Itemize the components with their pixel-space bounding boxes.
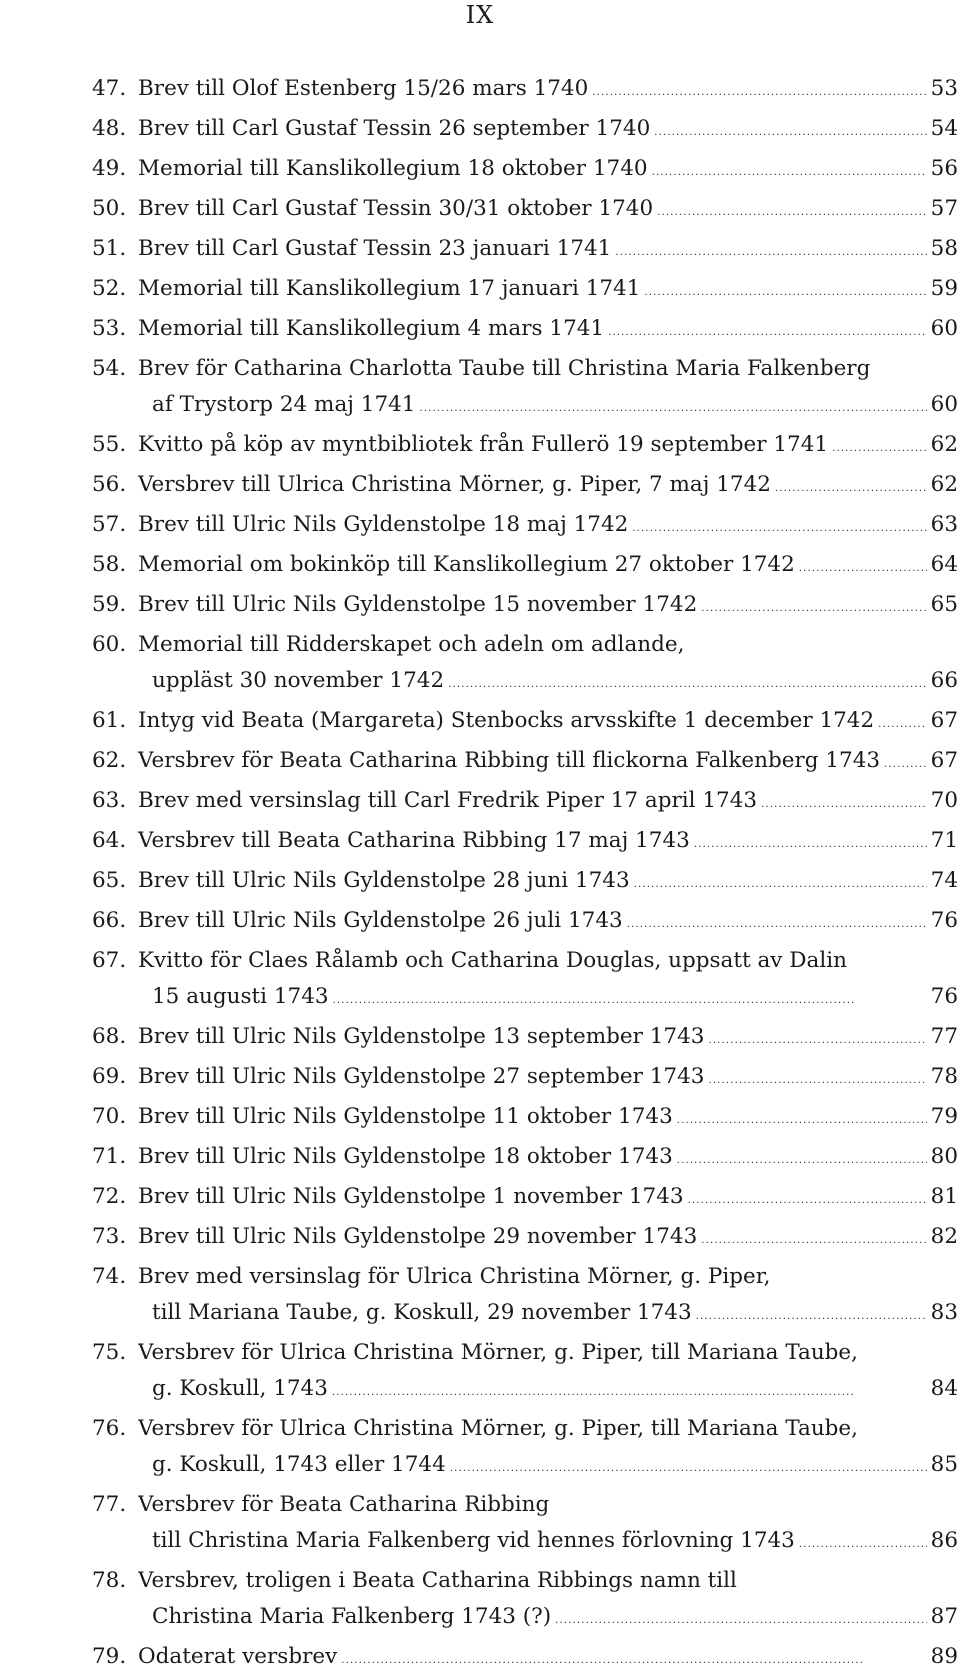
dot-leader: [608, 311, 927, 351]
entry-title-line: Kvitto för Claes Rålamb och Catharina Douglas, uppsatt av Dalin: [138, 948, 847, 973]
entry-page-number: 83: [930, 1300, 958, 1325]
dot-leader: [799, 1523, 927, 1563]
entry-title-line: Brev till Ulric Nils Gyldenstolpe 15 november 1742: [138, 592, 698, 617]
toc-entry: [92, 1019, 958, 1059]
entry-number: 50.: [92, 196, 127, 221]
entry-page-number: 63: [930, 512, 958, 537]
entry-title-line: till Mariana Taube, g. Koskull, 29 november 1743: [152, 1300, 692, 1325]
dot-leader: [419, 387, 926, 427]
dot-leader: [644, 271, 926, 311]
entry-title-line: Brev med versinslag för Ulrica Christina Mörner, g. Piper,: [138, 1264, 771, 1289]
toc-entry: [92, 863, 958, 903]
toc-entry: [92, 1179, 958, 1219]
dot-leader: [884, 743, 927, 783]
toc-entry: [92, 823, 958, 863]
entry-number: 63.: [92, 788, 127, 813]
entry-title-line: till Christina Maria Falkenberg vid hennes förlovning 1743: [152, 1528, 795, 1553]
dot-leader: [832, 427, 927, 467]
entry-number: 53.: [92, 316, 127, 341]
toc-entry: [92, 1411, 958, 1487]
entry-page-number: 85: [930, 1452, 958, 1477]
entry-number: 55.: [92, 432, 127, 457]
dot-leader: [677, 1139, 927, 1179]
entry-page-number: 76: [930, 984, 958, 1009]
toc-entry: [92, 627, 958, 703]
entry-title-line: Brev till Ulric Nils Gyldenstolpe 26 juli 1743: [138, 908, 623, 933]
dot-leader: [448, 663, 927, 703]
toc-entry: [92, 271, 958, 311]
entry-page-number: 87: [930, 1604, 958, 1629]
entry-title-line: Brev till Ulric Nils Gyldenstolpe 1 november 1743: [138, 1184, 684, 1209]
entry-title-line: Versbrev, troligen i Beata Catharina Ribbings namn till: [138, 1568, 737, 1593]
entry-number: 60.: [92, 632, 127, 657]
entry-title-line: Memorial om bokinköp till Kanslikollegium 27 oktober 1742: [138, 552, 795, 577]
entry-title-line: Brev till Ulric Nils Gyldenstolpe 28 juni 1743: [138, 868, 630, 893]
toc-entry: [92, 1487, 958, 1563]
toc-entry: [92, 467, 958, 507]
entry-number: 79.: [92, 1644, 127, 1669]
entry-title-line: Versbrev för Ulrica Christina Mörner, g. Piper, till Mariana Taube,: [138, 1416, 858, 1441]
entry-title-line: Versbrev för Beata Catharina Ribbing: [138, 1492, 550, 1517]
entry-page-number: 62: [930, 472, 958, 497]
dot-leader: [677, 1099, 927, 1139]
entry-title-line: Brev till Carl Gustaf Tessin 30/31 oktober 1740: [138, 196, 654, 221]
entry-title-line: uppläst 30 november 1742: [152, 668, 445, 693]
toc-entry: [92, 191, 958, 231]
toc-entry: [92, 507, 958, 547]
dot-leader: [332, 1371, 927, 1411]
dot-leader: [694, 823, 927, 863]
entry-page-number: 53: [930, 76, 958, 101]
toc-entry: [92, 1563, 958, 1639]
dot-leader: [627, 903, 927, 943]
entry-title-line: Brev till Ulric Nils Gyldenstolpe 11 oktober 1743: [138, 1104, 673, 1129]
toc-entry: [92, 703, 958, 743]
dot-leader: [701, 1219, 926, 1259]
toc-entry: [92, 743, 958, 783]
entry-title-line: Brev till Ulric Nils Gyldenstolpe 18 maj 1742: [138, 512, 629, 537]
entry-title-line: Kvitto på köp av myntbibliotek från Fullerö 19 september 1741: [138, 432, 829, 457]
entry-title-line: Brev till Ulric Nils Gyldenstolpe 18 oktober 1743: [138, 1144, 673, 1169]
entry-title-line: Brev till Olof Estenberg 15/26 mars 1740: [138, 76, 589, 101]
entry-number: 72.: [92, 1184, 127, 1209]
entry-page-number: 59: [930, 276, 958, 301]
entry-page-number: 66: [930, 668, 958, 693]
dot-leader: [632, 507, 926, 547]
entry-title-line: Intyg vid Beata (Margareta) Stenbocks arvsskifte 1 december 1742: [138, 708, 875, 733]
dot-leader: [696, 1295, 927, 1335]
entry-number: 51.: [92, 236, 127, 261]
dot-leader: [701, 587, 926, 627]
dot-leader: [555, 1599, 927, 1639]
entry-page-number: 67: [930, 708, 958, 733]
entry-number: 57.: [92, 512, 127, 537]
entry-page-number: 82: [930, 1224, 958, 1249]
dot-leader: [341, 1639, 926, 1679]
entry-page-number: 84: [930, 1376, 958, 1401]
dot-leader: [450, 1447, 927, 1487]
entry-title-line: Memorial till Kanslikollegium 4 mars 1741: [138, 316, 605, 341]
entry-title-line: Memorial till Kanslikollegium 17 januari 1741: [138, 276, 641, 301]
entry-title-line: Memorial till Kanslikollegium 18 oktober 1740: [138, 156, 648, 181]
table-of-contents: [92, 71, 958, 1679]
entry-title-line: Versbrev till Ulrica Christina Mörner, g. Piper, 7 maj 1742: [138, 472, 771, 497]
entry-title-line: Versbrev för Beata Catharina Ribbing till flickorna Falkenberg 1743: [138, 748, 881, 773]
entry-title-line: Memorial till Ridderskapet och adeln om adlande,: [138, 632, 685, 657]
dot-leader: [878, 703, 926, 743]
entry-number: 59.: [92, 592, 127, 617]
entry-number: 75.: [92, 1340, 127, 1365]
entry-page-number: 70: [930, 788, 958, 813]
entry-title-line: Brev till Ulric Nils Gyldenstolpe 29 november 1743: [138, 1224, 698, 1249]
entry-number: 65.: [92, 868, 127, 893]
toc-entry: [92, 547, 958, 587]
dot-leader: [615, 231, 926, 271]
toc-entry: [92, 71, 958, 111]
entry-title-line: g. Koskull, 1743 eller 1744: [152, 1452, 446, 1477]
entry-number: 52.: [92, 276, 127, 301]
toc-entry: [92, 903, 958, 943]
entry-title-line: Brev med versinslag till Carl Fredrik Piper 17 april 1743: [138, 788, 758, 813]
dot-leader: [799, 547, 927, 587]
entry-title-line: 15 augusti 1743: [152, 984, 329, 1009]
dot-leader: [652, 151, 927, 191]
entry-page-number: 60: [930, 316, 958, 341]
entry-page-number: 60: [930, 392, 958, 417]
entry-page-number: 86: [930, 1528, 958, 1553]
dot-leader: [657, 191, 927, 231]
entry-title-line: Brev till Carl Gustaf Tessin 26 september 1740: [138, 116, 651, 141]
entry-number: 70.: [92, 1104, 127, 1129]
entry-number: 48.: [92, 116, 127, 141]
dot-leader: [708, 1059, 926, 1099]
entry-page-number: 57: [930, 196, 958, 221]
entry-number: 66.: [92, 908, 127, 933]
entry-number: 68.: [92, 1024, 127, 1049]
entry-page-number: 79: [930, 1104, 958, 1129]
entry-title-line: Brev till Ulric Nils Gyldenstolpe 13 september 1743: [138, 1024, 705, 1049]
toc-entry: [92, 351, 958, 427]
entry-page-number: 78: [930, 1064, 958, 1089]
toc-entry: [92, 1639, 958, 1679]
entry-number: 74.: [92, 1264, 127, 1289]
toc-entry: [92, 1099, 958, 1139]
entry-title-line: g. Koskull, 1743: [152, 1376, 328, 1401]
toc-entry: [92, 783, 958, 823]
toc-entry: [92, 943, 958, 1019]
entry-number: 69.: [92, 1064, 127, 1089]
entry-number: 73.: [92, 1224, 127, 1249]
entry-title-line: Brev till Ulric Nils Gyldenstolpe 27 september 1743: [138, 1064, 705, 1089]
entry-title-line: Versbrev till Beata Catharina Ribbing 17 maj 1743: [138, 828, 690, 853]
dot-leader: [775, 467, 927, 507]
toc-entry: [92, 1139, 958, 1179]
entry-page-number: 77: [930, 1024, 958, 1049]
entry-number: 49.: [92, 156, 127, 181]
toc-entry: [92, 587, 958, 627]
dot-leader: [688, 1179, 927, 1219]
dot-leader: [592, 71, 926, 111]
entry-page-number: 54: [930, 116, 958, 141]
entry-page-number: 62: [930, 432, 958, 457]
entry-title-line: Christina Maria Falkenberg 1743 (?): [152, 1604, 552, 1629]
entry-page-number: 65: [930, 592, 958, 617]
entry-number: 56.: [92, 472, 127, 497]
dot-leader: [761, 783, 927, 823]
entry-number: 64.: [92, 828, 127, 853]
entry-page-number: 76: [930, 908, 958, 933]
entry-number: 58.: [92, 552, 127, 577]
toc-entry: [92, 311, 958, 351]
dot-leader: [708, 1019, 926, 1059]
entry-number: 76.: [92, 1416, 127, 1441]
page-number: IX: [465, 1, 495, 29]
dot-leader: [634, 863, 927, 903]
entry-title-line: Versbrev för Ulrica Christina Mörner, g. Piper, till Mariana Taube,: [138, 1340, 858, 1365]
entry-page-number: 80: [930, 1144, 958, 1169]
entry-page-number: 81: [930, 1184, 958, 1209]
entry-number: 67.: [92, 948, 127, 973]
entry-number: 78.: [92, 1568, 127, 1593]
entry-number: 71.: [92, 1144, 127, 1169]
toc-entry: [92, 1059, 958, 1099]
entry-title-line: Brev till Carl Gustaf Tessin 23 januari 1741: [138, 236, 612, 261]
entry-title-line: Brev för Catharina Charlotta Taube till Christina Maria Falkenberg: [138, 356, 871, 381]
entry-number: 54.: [92, 356, 127, 381]
entry-number: 61.: [92, 708, 127, 733]
entry-page-number: 56: [930, 156, 958, 181]
toc-entry: [92, 1219, 958, 1259]
entry-page-number: 71: [930, 828, 958, 853]
toc-entry: [92, 151, 958, 191]
dot-leader: [654, 111, 926, 151]
entry-page-number: 58: [930, 236, 958, 261]
toc-entry: [92, 231, 958, 271]
entry-number: 77.: [92, 1492, 127, 1517]
entry-page-number: 64: [930, 552, 958, 577]
entry-title-line: Odaterat versbrev: [138, 1644, 338, 1669]
dot-leader: [333, 979, 927, 1019]
entry-title-line: af Trystorp 24 maj 1741: [152, 392, 416, 417]
toc-entry: [92, 1259, 958, 1335]
entry-page-number: 74: [930, 868, 958, 893]
toc-entry: [92, 111, 958, 151]
entry-number: 62.: [92, 748, 127, 773]
entry-page-number: 89: [930, 1644, 958, 1669]
toc-entry: [92, 427, 958, 467]
entry-number: 47.: [92, 76, 127, 101]
entry-page-number: 67: [930, 748, 958, 773]
toc-entry: [92, 1335, 958, 1411]
